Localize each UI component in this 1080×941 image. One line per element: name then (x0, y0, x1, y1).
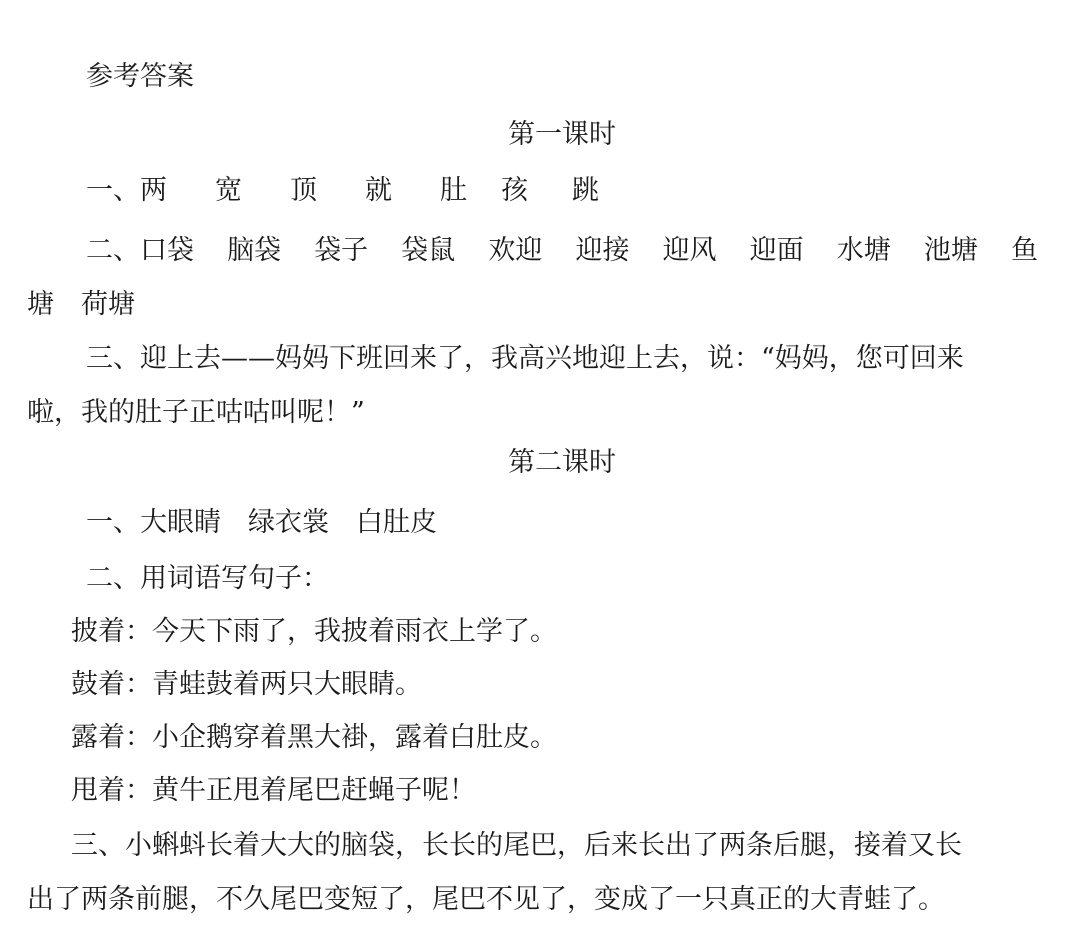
lesson2-sentence: 披着：今天下雨了，我披着雨衣上学了。 (71, 616, 557, 647)
lesson2-q2-label: 二、用词语写句子： (86, 563, 329, 594)
q1-char: 宽 (215, 175, 242, 206)
q2-word: 鱼 (1010, 235, 1038, 266)
q2-word: 袋子 (314, 235, 369, 266)
q1-char: 就 (365, 175, 392, 206)
lesson2-sentence: 露着：小企鹅穿着黑大褂，露着白肚皮。 (71, 722, 557, 753)
lesson1-q2 (86, 234, 1038, 268)
lesson2-q3-line1: 三、小蝌蚪长着大大的脑袋，长长的尾巴，后来长出了两条后腿，接着又长 (71, 830, 962, 861)
page-heading: 参考答案 (86, 61, 194, 92)
lesson1-title: 第一课时 (508, 119, 616, 150)
q2-word: 池塘 (923, 235, 978, 266)
q2-word: 二、口袋 (86, 235, 194, 266)
q1-char: 跳 (572, 175, 599, 206)
q1-char: 顶 (290, 175, 317, 206)
lesson2-sentence: 甩着：黄牛正甩着尾巴赶蝇子呢！ (71, 775, 476, 806)
lesson1-q2-continuation: 塘 荷塘 (27, 289, 135, 320)
q2-word: 迎风 (662, 235, 717, 266)
q2-word: 袋鼠 (401, 235, 456, 266)
q2-word: 水塘 (836, 235, 891, 266)
q1-prefix: 一、两 (86, 175, 167, 206)
lesson2-q3-line2: 出了两条前腿，不久尾巴变短了，尾巴不见了，变成了一只真正的大青蛙了。 (27, 884, 945, 915)
q2-word: 迎面 (749, 235, 804, 266)
lesson2-sentence: 鼓着：青蛙鼓着两只大眼睛。 (71, 669, 422, 700)
q1-char: 孩 (501, 175, 528, 206)
q1-char: 肚 (440, 175, 467, 206)
lesson1-q3-line2: 啦，我的肚子正咕咕叫呢！” (27, 397, 365, 428)
lesson1-q3-line1: 三、迎上去——妈妈下班回来了，我高兴地迎上去，说：“妈妈，您可回来 (86, 343, 964, 374)
q2-word: 欢迎 (488, 235, 543, 266)
q2-word: 脑袋 (227, 235, 282, 266)
q2-word: 迎接 (575, 235, 630, 266)
lesson2-title: 第二课时 (508, 447, 616, 478)
lesson1-q1 (86, 174, 599, 208)
lesson2-q1: 一、大眼睛 绿衣裳 白肚皮 (86, 507, 437, 538)
